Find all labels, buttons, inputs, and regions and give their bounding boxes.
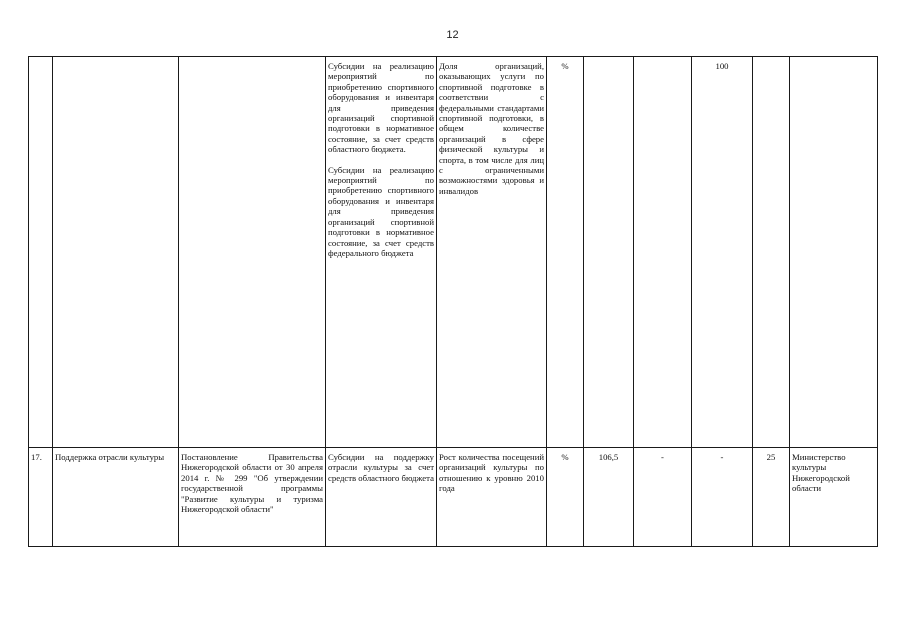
cell-program <box>179 57 326 448</box>
cell-responsible <box>790 57 878 448</box>
cell-name <box>53 57 179 448</box>
cell-measures <box>326 57 437 448</box>
cell-name: Поддержка отрасли культуры <box>53 448 179 547</box>
page-number: 12 <box>446 29 459 41</box>
cell-value-3: 100 <box>692 57 753 448</box>
program-table <box>28 56 878 547</box>
cell-value-2 <box>634 57 692 448</box>
cell-value-1: 106,5 <box>584 448 634 547</box>
cell-indicator: Рост количества посещений организаций культуры по отношению к уровню 2010 года <box>437 448 547 547</box>
cell-value-4 <box>753 57 790 448</box>
cell-value-2: - <box>634 448 692 547</box>
measure-text: Субсидии на реализацию мероприятий по приобретению спортивного оборудования и инвентаря для приведения организаций спортивной подготовки в нормативное состояние, за счет средств областного бюджета. <box>328 61 434 155</box>
cell-number <box>29 57 53 448</box>
cell-responsible: Министерство культуры Нижегородской области <box>790 448 878 547</box>
table-row <box>29 57 878 448</box>
cell-unit: % <box>547 57 584 448</box>
cell-unit: % <box>547 448 584 547</box>
measure-text: Субсидии на поддержку отрасли культуры за счет средств областного бюджета <box>328 452 434 483</box>
cell-indicator: Доля организаций, оказывающих услуги по спортивной подготовке в соответствии с федеральными стандартами спортивной подготовки, в общем количестве организаций в сфере физической культуры и спорта, в том числе для лиц с ограниченными возможностями здоровья и инвалидов <box>437 57 547 448</box>
cell-number: 17. <box>29 448 53 547</box>
table-row <box>29 448 878 547</box>
cell-value-4: 25 <box>753 448 790 547</box>
cell-value-3: - <box>692 448 753 547</box>
cell-program: Постановление Правительства Нижегородской области от 30 апреля 2014 г. № 299 "Об утверждении государственной программы "Развитие культуры и туризма Нижегородской области" <box>179 448 326 547</box>
measure-text: Субсидии на реализацию мероприятий по приобретению спортивного оборудования и инвентаря для приведения организаций спортивной подготовки в нормативное состояние, за счет средств федерального бюджета <box>328 164 434 258</box>
cell-value-1 <box>584 57 634 448</box>
cell-measures <box>326 448 437 547</box>
